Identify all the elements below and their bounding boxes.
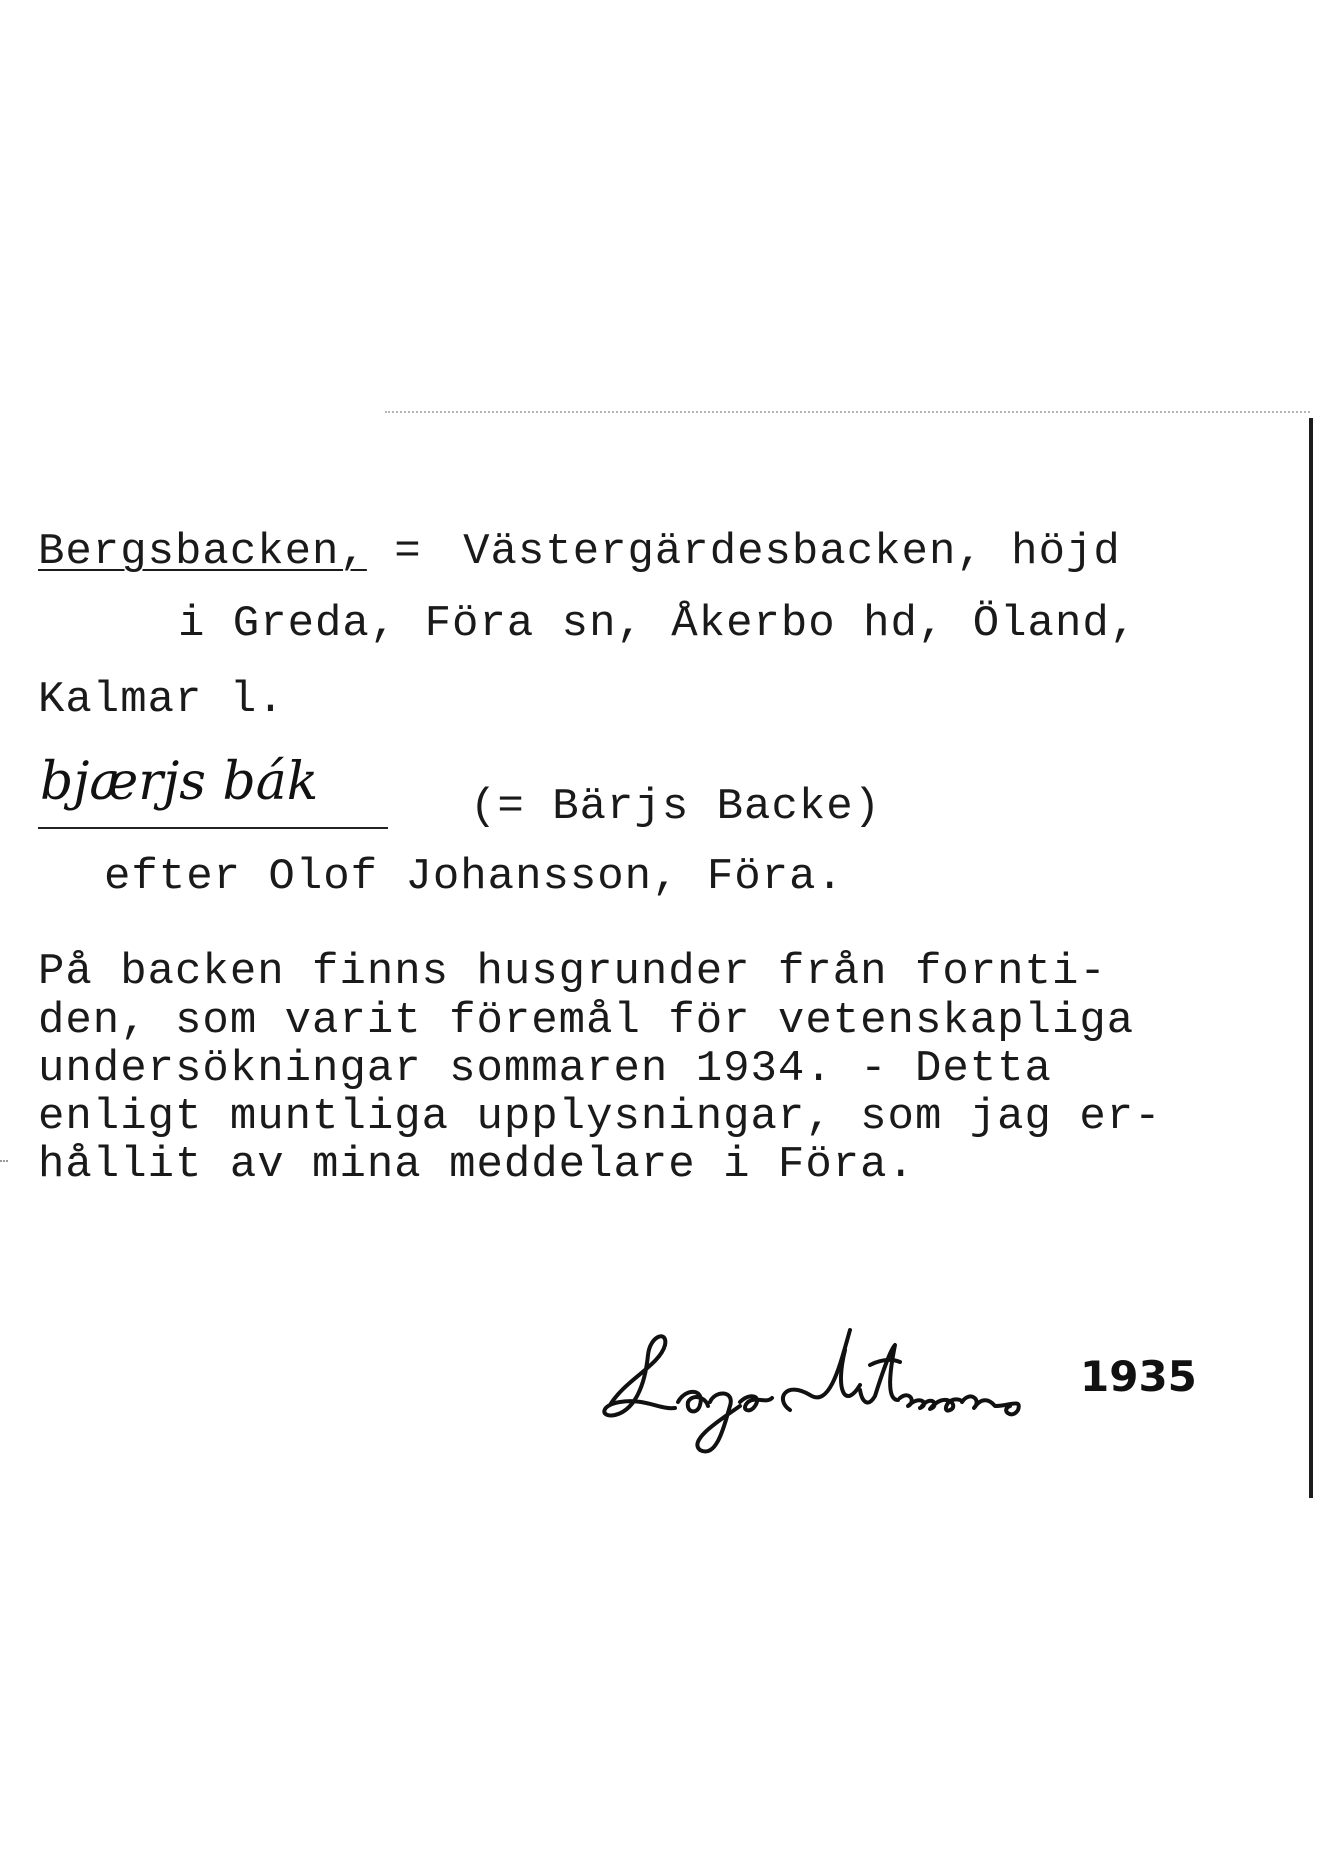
dialect-source: efter Olof Johansson, Föra. xyxy=(104,852,844,902)
place-name: Bergsbacken, xyxy=(38,527,367,577)
body-line-1: På backen finns husgrunder från fornti- xyxy=(38,947,1107,997)
body-line-3: undersökningar sommaren 1934. - Detta xyxy=(38,1044,1052,1094)
signature-year: 1935 xyxy=(1080,1352,1197,1401)
body-line-2: den, som varit föremål för vetenskapliga xyxy=(38,996,1135,1046)
header-line-3: Kalmar l. xyxy=(38,675,285,725)
body-line-5: hållit av mina meddelare i Föra. xyxy=(38,1140,915,1190)
alt-name: Västergärdesbacken, höjd xyxy=(435,527,1121,577)
scan-speck xyxy=(0,1160,8,1162)
header-line-2: i Greda, Föra sn, Åkerbo hd, Öland, xyxy=(178,599,1138,649)
card-top-edge xyxy=(385,411,1310,413)
body-line-4: enligt muntliga upplysningar, som jag er- xyxy=(38,1092,1162,1142)
equals-sign: = xyxy=(394,527,422,577)
header-line-1 xyxy=(38,527,1121,577)
dialect-gloss: (= Bärjs Backe) xyxy=(470,782,882,832)
handwritten-dialect-form: bjærjs bák xyxy=(40,752,319,812)
card-right-edge xyxy=(1309,418,1313,1498)
signature-image xyxy=(590,1310,1060,1460)
dialect-underline xyxy=(38,827,388,829)
